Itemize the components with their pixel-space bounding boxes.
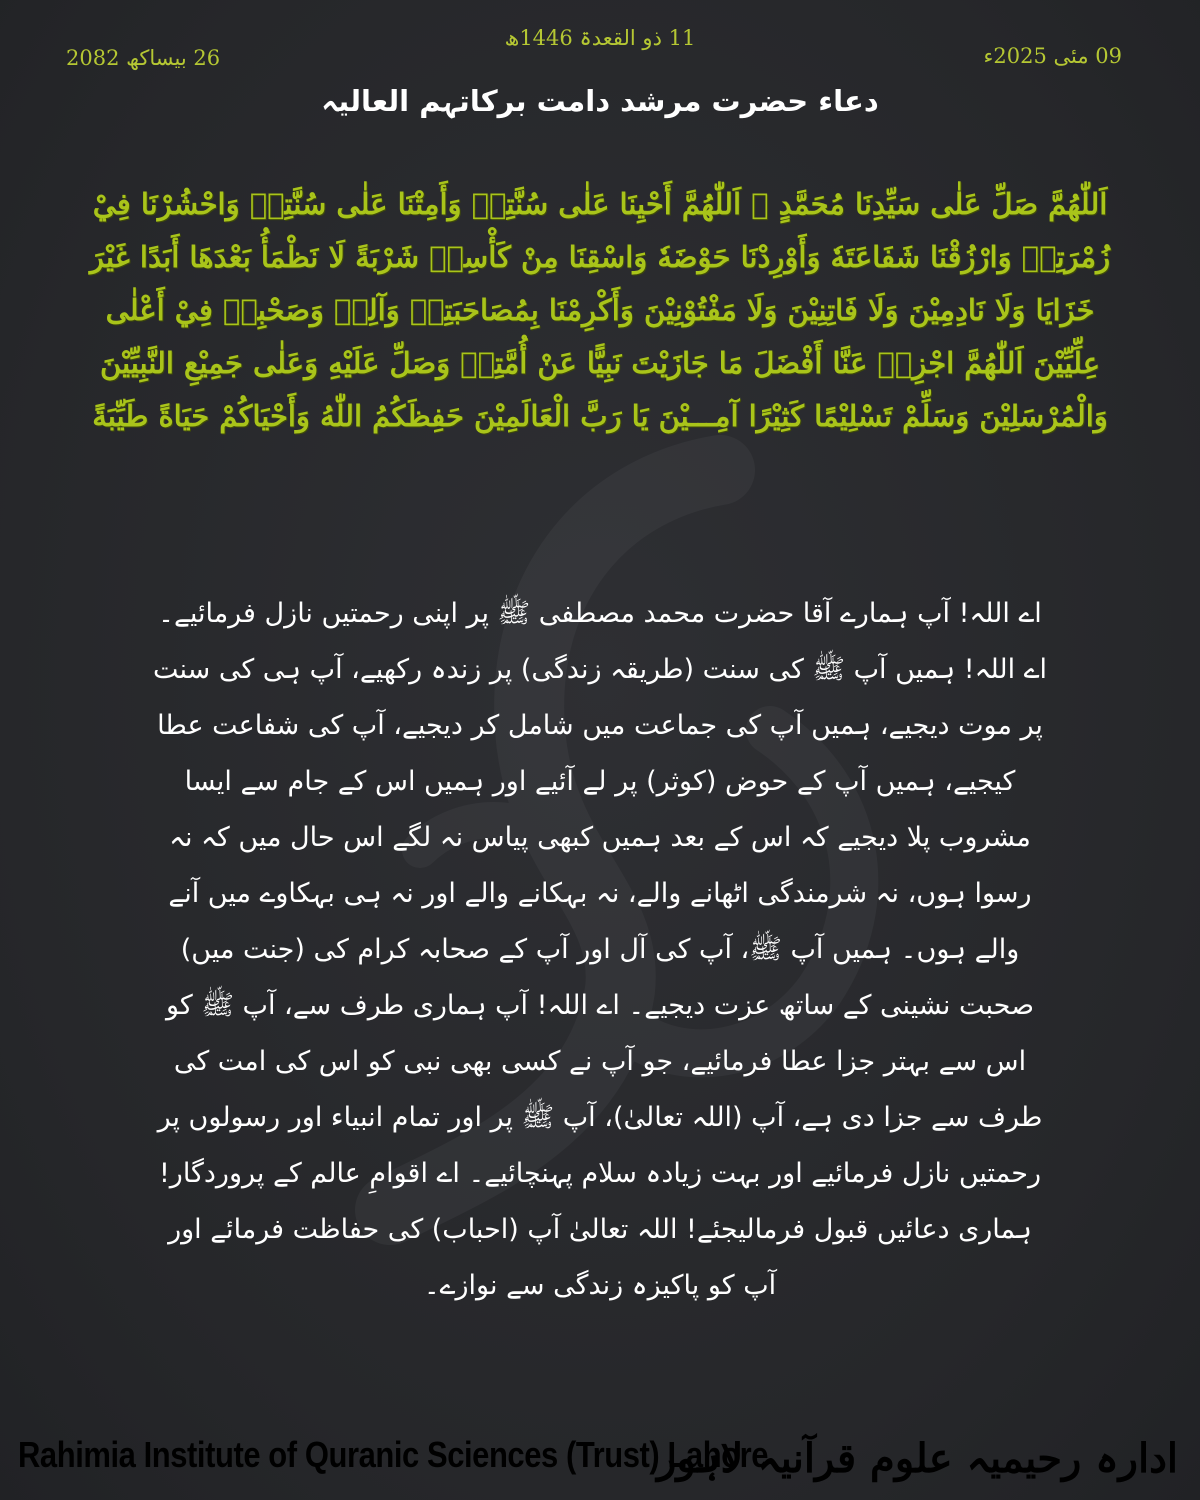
hijri-date: 11 ذو القعدۃ 1446ھ bbox=[504, 26, 696, 50]
gregorian-date: 09 مئی 2025ء bbox=[983, 44, 1122, 68]
institute-name-english: Rahimia Institute of Quranic Sciences (Trust) Lahore bbox=[18, 1434, 769, 1475]
arabic-dua-text: اَللّٰهُمَّ صَلِّ عَلٰى سَيِّدِنَا مُحَمَّدٍ ﷺ اَللّٰهُمَّ أَحْيِنَا عَلٰى سُنَّتِهٖ وَأَمِتْنَا عَلٰى سُنَّتِهٖ وَاحْشُرْنَا فِيْ زُمْرَتِهٖ وَارْزُقْنَا شَفَاعَتَهٗ وَأَوْرِدْنَا حَوْضَهٗ وَاسْقِنَا مِنْ كَأْسِهٖ شَرْبَةً لَا نَظْمَأُ بَعْدَهَا أَبَدًا غَيْرَ خَزَايَا وَلَا نَادِمِيْنَ وَلَا فَاتِنِيْنَ وَلَا مَفْتُوْنِيْنَ وَأَكْرِمْنَا بِمُصَاحَبَتِهٖ وَآلِهٖ وَصَحْبِهٖ فِيْ أَعْلٰى عِلِّيِّيْنَ اَللّٰهُمَّ اجْزِهٖ عَنَّا أَفْضَلَ مَا جَازَيْتَ نَبِيًّا عَنْ أُمَّتِهٖ وَصَلِّ عَلَيْهِ وَعَلٰى جَمِيْعِ النَّبِيِّيْنَ وَالْمُرْسَلِيْنَ وَسَلِّمْ تَسْلِيْمًا كَثِيْرًا آمِـــيْنَ يَا رَبَّ الْعَالَمِيْنَ حَفِظَكُمُ اللّٰهُ وَأَحْيَاكُمْ حَيَاةً طَيِّبَةً bbox=[89, 187, 1111, 433]
urdu-translation-text: اے اللہ! آپ ہمارے آقا حضرت محمد مصطفی ﷺ پر اپنی رحمتیں نازل فرمائیے۔ اے اللہ! ہمیں آپ ﷺ کی سنت (طریقہ زندگی) پر زندہ رکھیے، آپ ہی کی سنت پر موت دیجیے، ہمیں آپ کی جماعت میں شامل کر دیجیے، آپ کی شفاعت عطا کیجیے، ہمیں آپ کے حوض (کوثر) پر لے آئیے اور ہمیں اس کے جام سے ایسا مشروب پلا دیجیے کہ اس کے بعد ہمیں کبھی پیاس نہ لگے اس حال میں کہ نہ رسوا ہوں، نہ شرمندگی اٹھانے والے، نہ بہکانے والے اور نہ ہی بہکاوے میں آنے والے ہوں۔ ہمیں آپ ﷺ، آپ کی آل اور آپ کے صحابہ کرام کی (جنت میں) صحبت نشینی کے ساتھ عزت دیجیے۔ اے اللہ! آپ ہماری طرف سے، آپ ﷺ کو اس سے بہتر جزا عطا فرمائیے، جو آپ نے کسی بھی نبی کو اس کی امت کی طرف سے جزا دی ہے، آپ (اللہ تعالیٰ)، آپ ﷺ پر اور تمام انبیاء اور رسولوں پر رحمتیں نازل فرمائیے اور بہت زیادہ سلام پہنچائیے۔ اے اقوامِ عالم کے پروردگار! ہماری دعائیں قبول فرمالیجئے! اللہ تعالیٰ آپ (احباب) کی حفاظت فرمائے اور آپ کو پاکیزہ زندگی سے نوازے۔ bbox=[152, 598, 1048, 1301]
bikrami-date: 26 بیساکھ 2082 bbox=[66, 46, 221, 70]
institute-logo-urdu: ادارہ رحیمیہ علوم قرآنیہ لاہور bbox=[657, 1435, 1178, 1482]
page-title: دعاء حضرت مرشد دامت برکاتہم العالیہ bbox=[321, 84, 879, 118]
